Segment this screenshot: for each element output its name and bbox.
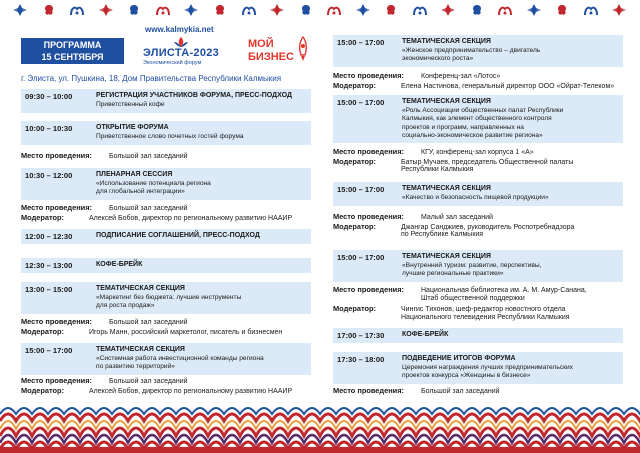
moderator-line — [333, 222, 574, 231]
time-range: 15:00 – 17:00 — [337, 185, 385, 194]
ornament-motif-icon — [41, 3, 57, 17]
venue-value: Большой зал заседаний — [109, 319, 188, 326]
moderator-label: Модератор: — [333, 304, 377, 313]
venue-line — [333, 147, 534, 156]
ornament-motif-icon — [155, 3, 171, 17]
moderator-value: Батыр Мучаев, председатель Общественной палаты — [401, 158, 574, 166]
ornament-motif-icon — [526, 3, 542, 17]
ornament-motif-icon — [298, 3, 314, 17]
time-range: 17:00 – 17:30 — [337, 331, 385, 340]
ornament-motif-icon — [183, 3, 199, 17]
moderator-line — [333, 157, 573, 166]
moderator-line — [21, 386, 292, 395]
moderator-line-cont: по Республике Калмыкия — [401, 231, 484, 238]
venue-label: Место проведения: — [333, 285, 405, 294]
venue-value: Малый зал заседаний — [421, 214, 493, 221]
session-title: ТЕМАТИЧЕСКАЯ СЕКЦИЯ — [402, 253, 491, 260]
time-range: 10:00 – 10:30 — [25, 124, 73, 133]
moderator-line — [21, 327, 282, 336]
top-ornament — [0, 0, 640, 20]
moderator-value: Игорь Манн, российский маркетолог, писатель и бизнесмен — [89, 328, 283, 336]
session-title: КОФЕ-БРЕЙК — [96, 261, 143, 268]
ornament-motif-icon — [269, 3, 285, 17]
time-range: 12:00 – 12:30 — [25, 232, 73, 241]
elista-logo-title: ЭЛИСТА-2023 — [143, 47, 220, 59]
venue-label: Место проведения: — [333, 386, 405, 395]
time-range: 15:00 – 17:00 — [337, 38, 385, 47]
moderator-value: Алексей Бобов, директор по региональному развитию НААИР — [89, 387, 293, 395]
site-url[interactable]: www.kalmykia.net — [145, 25, 214, 34]
venue-label: Место проведения: — [333, 147, 405, 156]
moderator-line-cont: Республики Калмыкия — [401, 166, 474, 173]
ornament-motif-icon — [412, 3, 428, 17]
rocket-icon — [295, 36, 311, 62]
session-title: ТЕМАТИЧЕСКАЯ СЕКЦИЯ — [402, 185, 491, 192]
session-title: ПОДПИСАНИЕ СОГЛАШЕНИЙ, ПРЕСС-ПОДХОД — [96, 232, 260, 239]
venue-line-cont: Штаб общественной поддержки — [421, 294, 525, 302]
session-title: ОТКРЫТИЕ ФОРУМА — [96, 124, 169, 131]
ornament-motif-icon — [554, 3, 570, 17]
venue-value: Большой зал заседаний — [109, 378, 188, 385]
venue-value: Большой зал заседаний — [109, 205, 188, 212]
moderator-value: Чингис Тихонов, шеф-редактор новостного отдела — [401, 306, 566, 313]
session-description: Церемония награждения лучших предпринимательских — [402, 364, 573, 371]
venue-value: Большой зал заседаний — [109, 153, 188, 160]
ornament-wave — [0, 408, 640, 414]
session-description: «Маркетинг без бюджета: лучшие инструменты — [96, 294, 242, 301]
moderator-label: Модератор: — [21, 385, 65, 395]
venue-line — [333, 212, 493, 221]
moderator-value: Елена Настинова, генеральный директор ООО «Ойрат-Телеком» — [401, 82, 615, 90]
venue-line — [21, 317, 188, 326]
program-date: 15 СЕНТЯБРЯ — [41, 52, 104, 62]
venue-line — [333, 386, 500, 395]
time-range: 12:30 – 13:00 — [25, 261, 73, 270]
time-range: 17:30 – 18:00 — [337, 355, 385, 364]
venue-line — [333, 71, 500, 80]
ornament-motif-icon — [440, 3, 456, 17]
ornament-motif-icon — [12, 3, 28, 17]
venue-label: Место проведения: — [21, 151, 93, 160]
venue-line — [21, 203, 188, 212]
session-title: ТЕМАТИЧЕСКАЯ СЕКЦИЯ — [96, 346, 185, 353]
time-range: 15:00 – 17:00 — [337, 98, 385, 107]
elista-forum-logo — [143, 36, 253, 68]
elista-logo-subtitle: Экономический форум — [143, 60, 202, 66]
ornament-motif-icon — [583, 3, 599, 17]
venue-line — [21, 376, 188, 385]
moderator-label: Модератор: — [333, 156, 377, 166]
session-title: ТЕМАТИЧЕСКАЯ СЕКЦИЯ — [402, 38, 491, 45]
ornament-motif-icon — [611, 3, 627, 17]
venue-value: Большой зал заседаний — [421, 388, 500, 395]
venue-line — [333, 285, 587, 294]
moderator-line-cont: Национального телевидения Республики Калмыкия — [401, 313, 570, 321]
moderator-line — [333, 304, 566, 313]
venue-value: КГУ, конференц-зал корпуса 1 «А» — [421, 149, 534, 156]
venue-label: Место проведения: — [333, 71, 405, 80]
venue-line — [21, 151, 188, 160]
session-description: Калмыкия, как элемент общественного контроля — [402, 115, 552, 123]
session-description: Приветственный кофе — [96, 101, 165, 108]
session-description: лучшие региональные практики» — [402, 270, 504, 278]
time-range: 13:00 – 15:00 — [25, 285, 73, 294]
ornament-motif-icon — [126, 3, 142, 17]
session-description: Приветственное слово почетных гостей форума — [96, 133, 244, 140]
venue-value: Конференц-зал «Лотос» — [421, 73, 501, 80]
session-description: для глобальной интеграции» — [96, 188, 185, 196]
moy-biznes-line1: МОЙ — [248, 38, 274, 50]
session-title: КОФЕ-БРЕЙК — [402, 331, 449, 338]
session-description: «Использование потенциала региона — [96, 180, 211, 187]
session-description: социально-экономическое развитие региона» — [402, 132, 543, 140]
moy-biznes-logo — [248, 34, 318, 74]
venue-address: г. Элиста, ул. Пушкина, 18, Дом Правительства Республики Калмыкия — [21, 74, 282, 83]
ornament-motif-icon — [497, 3, 513, 17]
session-description: проектов и программ, направленных на — [402, 123, 524, 131]
program-badge — [21, 38, 124, 64]
session-title: ПЛЕНАРНАЯ СЕССИЯ — [96, 171, 173, 178]
moderator-label: Модератор: — [21, 326, 65, 336]
venue-label: Место проведения: — [21, 317, 93, 326]
program-title: ПРОГРАММА — [43, 40, 102, 50]
venue-label: Место проведения: — [21, 376, 93, 385]
session-title: РЕГИСТРАЦИЯ УЧАСТНИКОВ ФОРУМА, ПРЕСС-ПОДХОД — [96, 92, 292, 99]
session-description: проектов конкурса «Женщины в бизнесе» — [402, 372, 531, 380]
ornament-motif-icon — [326, 3, 342, 17]
ornament-motif-icon — [212, 3, 228, 17]
ornament-motif-icon — [383, 3, 399, 17]
time-range: 15:00 – 17:00 — [25, 346, 73, 355]
session-description: для роста продаж» — [96, 302, 155, 310]
moy-biznes-line2: БИЗНЕС — [248, 51, 294, 63]
session-title: ТЕМАТИЧЕСКАЯ СЕКЦИЯ — [96, 285, 185, 292]
time-range: 10:30 – 12:00 — [25, 171, 73, 180]
moderator-line — [333, 81, 614, 90]
ornament-motif-icon — [98, 3, 114, 17]
time-range: 09:30 – 10:00 — [25, 92, 73, 101]
moderator-label: Модератор: — [333, 80, 377, 90]
moderator-value: Джангар Санджиев, руководитель Роспотребнадзора — [401, 223, 575, 231]
moderator-label: Модератор: — [333, 221, 377, 231]
moderator-line — [21, 213, 292, 222]
venue-label: Место проведения: — [21, 203, 93, 212]
session-description: «Внутренний туризм: развитие, перспективы, — [402, 262, 542, 269]
session-description: по развитию территорий» — [96, 363, 175, 371]
session-title: ТЕМАТИЧЕСКАЯ СЕКЦИЯ — [402, 98, 491, 105]
ornament-motif-icon — [69, 3, 85, 17]
venue-value: Национальная библиотека им. А. М. Амур-Санана, — [421, 287, 587, 294]
ornament-motif-icon — [469, 3, 485, 17]
session-description: «Женское предпринимательство – двигатель — [402, 47, 541, 54]
session-description: экономического роста» — [402, 55, 474, 63]
ornament-base — [0, 447, 640, 453]
session-title: ПОДВЕДЕНИЕ ИТОГОВ ФОРУМА — [402, 355, 516, 362]
venue-label: Место проведения: — [333, 212, 405, 221]
session-description: «Качество и безопасность пищевой продукции» — [402, 194, 549, 201]
ornament-motif-icon — [355, 3, 371, 17]
time-range: 15:00 – 17:00 — [337, 253, 385, 262]
ornament-motif-icon — [241, 3, 257, 17]
bottom-ornament — [0, 398, 640, 453]
session-description: «Системная работа инвестиционной команды региона — [96, 355, 264, 362]
session-description: «Роль Ассоциации общественных палат Республики — [402, 107, 564, 114]
moderator-label: Модератор: — [21, 212, 65, 222]
moderator-value: Алексей Бобов, директор по региональному развитию НААИР — [89, 214, 293, 222]
